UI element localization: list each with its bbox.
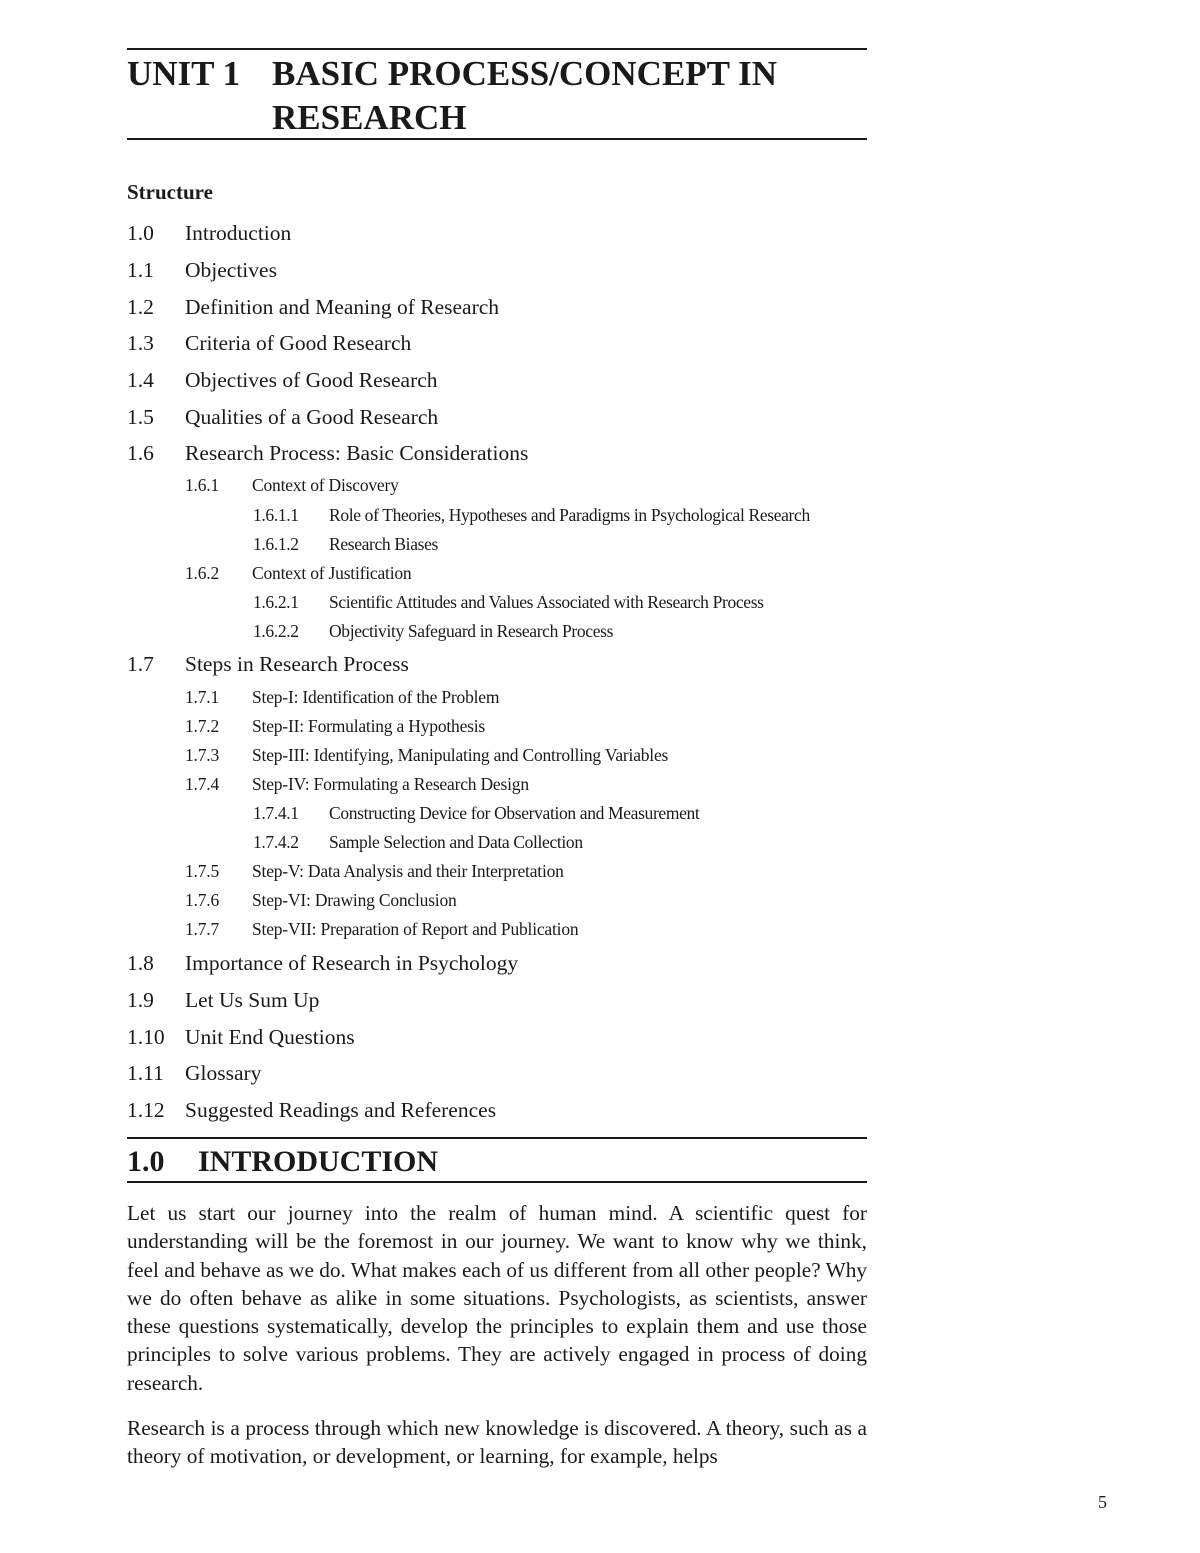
toc-item-number: 1.7.4.1 <box>253 803 299 823</box>
toc-item-number: 1.1 <box>127 258 154 282</box>
toc-item-label: Objectivity Safeguard in Research Process <box>329 621 614 641</box>
toc-item-label: Step-V: Data Analysis and their Interpretation <box>252 861 564 881</box>
toc-item-number: 1.4 <box>127 368 154 392</box>
toc-item-number: 1.7.7 <box>185 919 220 939</box>
toc-item-label: Step-VII: Preparation of Report and Publication <box>252 919 579 939</box>
toc-item-number: 1.6.2.2 <box>253 621 299 641</box>
toc-item-number: 1.7.2 <box>185 716 220 736</box>
toc-item-label: Qualities of a Good Research <box>185 405 439 429</box>
section-title <box>127 1143 867 1181</box>
toc-item-number: 1.7.1 <box>185 687 220 707</box>
toc-item-number: 1.7.4 <box>185 774 220 794</box>
toc-item-label: Suggested Readings and References <box>185 1098 497 1122</box>
toc-item-label: Steps in Research Process <box>185 652 409 676</box>
toc-item-number: 1.6.1 <box>185 475 220 495</box>
toc-item-label: Scientific Attitudes and Values Associated with Research Process <box>329 592 764 612</box>
toc-item-label: Objectives <box>185 258 277 282</box>
unit-label: UNIT 1 <box>127 54 241 93</box>
toc-item-label: Importance of Research in Psychology <box>185 951 519 975</box>
structure-heading: Structure <box>127 180 213 204</box>
intro-paragraph-1: Let us start our journey into the realm of human mind. A scientific quest for understanding will be the foremost in our journey. We want to know why we think, feel and behave as we do. What makes each of us different from all other people? Why we do often behave as alike in some situations. Psychologists, as scientists, answer these questions systematically, develop the principles to explain them and use those principles to solve various problems. They are actively engaged in process of doing research. <box>127 1201 867 1395</box>
toc-item-label: Research Biases <box>329 534 438 554</box>
toc-item-label: Sample Selection and Data Collection <box>329 832 583 852</box>
toc-item-label: Research Process: Basic Considerations <box>185 441 529 465</box>
toc-item-label: Step-III: Identifying, Manipulating and Controlling Variables <box>252 745 669 765</box>
toc-item-number: 1.2 <box>127 295 154 319</box>
section-title-text: INTRODUCTION <box>198 1145 439 1178</box>
top-rule <box>127 48 867 50</box>
toc-item-number: 1.12 <box>127 1098 165 1122</box>
section-number: 1.0 <box>127 1145 165 1178</box>
toc-item-label: Step-II: Formulating a Hypothesis <box>252 716 486 736</box>
toc-item-number: 1.5 <box>127 405 154 429</box>
toc-item-number: 1.8 <box>127 951 154 975</box>
unit-title <box>127 52 867 140</box>
toc-item-number: 1.7.4.2 <box>253 832 299 852</box>
toc-item-label: Criteria of Good Research <box>185 331 412 355</box>
toc-item-label: Glossary <box>185 1061 262 1085</box>
toc-item-number: 1.7.6 <box>185 890 220 910</box>
section-bottom-rule <box>127 1181 867 1183</box>
toc-item-number: 1.9 <box>127 988 154 1012</box>
toc-item-label: Role of Theories, Hypotheses and Paradigms in Psychological Research <box>329 505 810 525</box>
page-number: 5 <box>1098 1492 1107 1512</box>
toc-item-number: 1.0 <box>127 221 154 245</box>
toc-item-number: 1.7.3 <box>185 745 220 765</box>
toc-item-label: Step-I: Identification of the Problem <box>252 687 500 707</box>
toc-item-label: Step-IV: Formulating a Research Design <box>252 774 529 794</box>
title-bottom-rule <box>127 138 867 140</box>
toc-item-label: Unit End Questions <box>185 1025 355 1049</box>
toc-item-number: 1.6.2 <box>185 563 220 583</box>
toc-item-number: 1.6.1.2 <box>253 534 299 554</box>
toc-item-number: 1.6 <box>127 441 154 465</box>
toc-item-number: 1.6.1.1 <box>253 505 299 525</box>
unit-title-line2: RESEARCH <box>272 98 467 137</box>
toc-item-number: 1.6.2.1 <box>253 592 299 612</box>
toc-item-label: Context of Discovery <box>252 475 399 495</box>
section-top-rule <box>127 1137 867 1139</box>
toc-item-number: 1.7 <box>127 652 154 676</box>
toc-item-label: Context of Justification <box>252 563 412 583</box>
toc-item-number: 1.10 <box>127 1025 165 1049</box>
toc-item-label: Let Us Sum Up <box>185 988 320 1012</box>
toc-item-label: Step-VI: Drawing Conclusion <box>252 890 457 910</box>
toc-item-label: Objectives of Good Research <box>185 368 438 392</box>
toc-item-number: 1.3 <box>127 331 154 355</box>
toc-item-label: Definition and Meaning of Research <box>185 295 500 319</box>
toc-item-label: Introduction <box>185 221 292 245</box>
unit-title-line1: BASIC PROCESS/CONCEPT IN <box>272 54 778 93</box>
toc-item-number: 1.11 <box>127 1061 164 1085</box>
toc-item-label: Constructing Device for Observation and Measurement <box>329 803 700 823</box>
intro-paragraph-2: Research is a process through which new knowledge is discovered. A theory, such as a theory of motivation, or development, or learning, for example, helps <box>127 1416 867 1469</box>
toc-item-number: 1.7.5 <box>185 861 220 881</box>
